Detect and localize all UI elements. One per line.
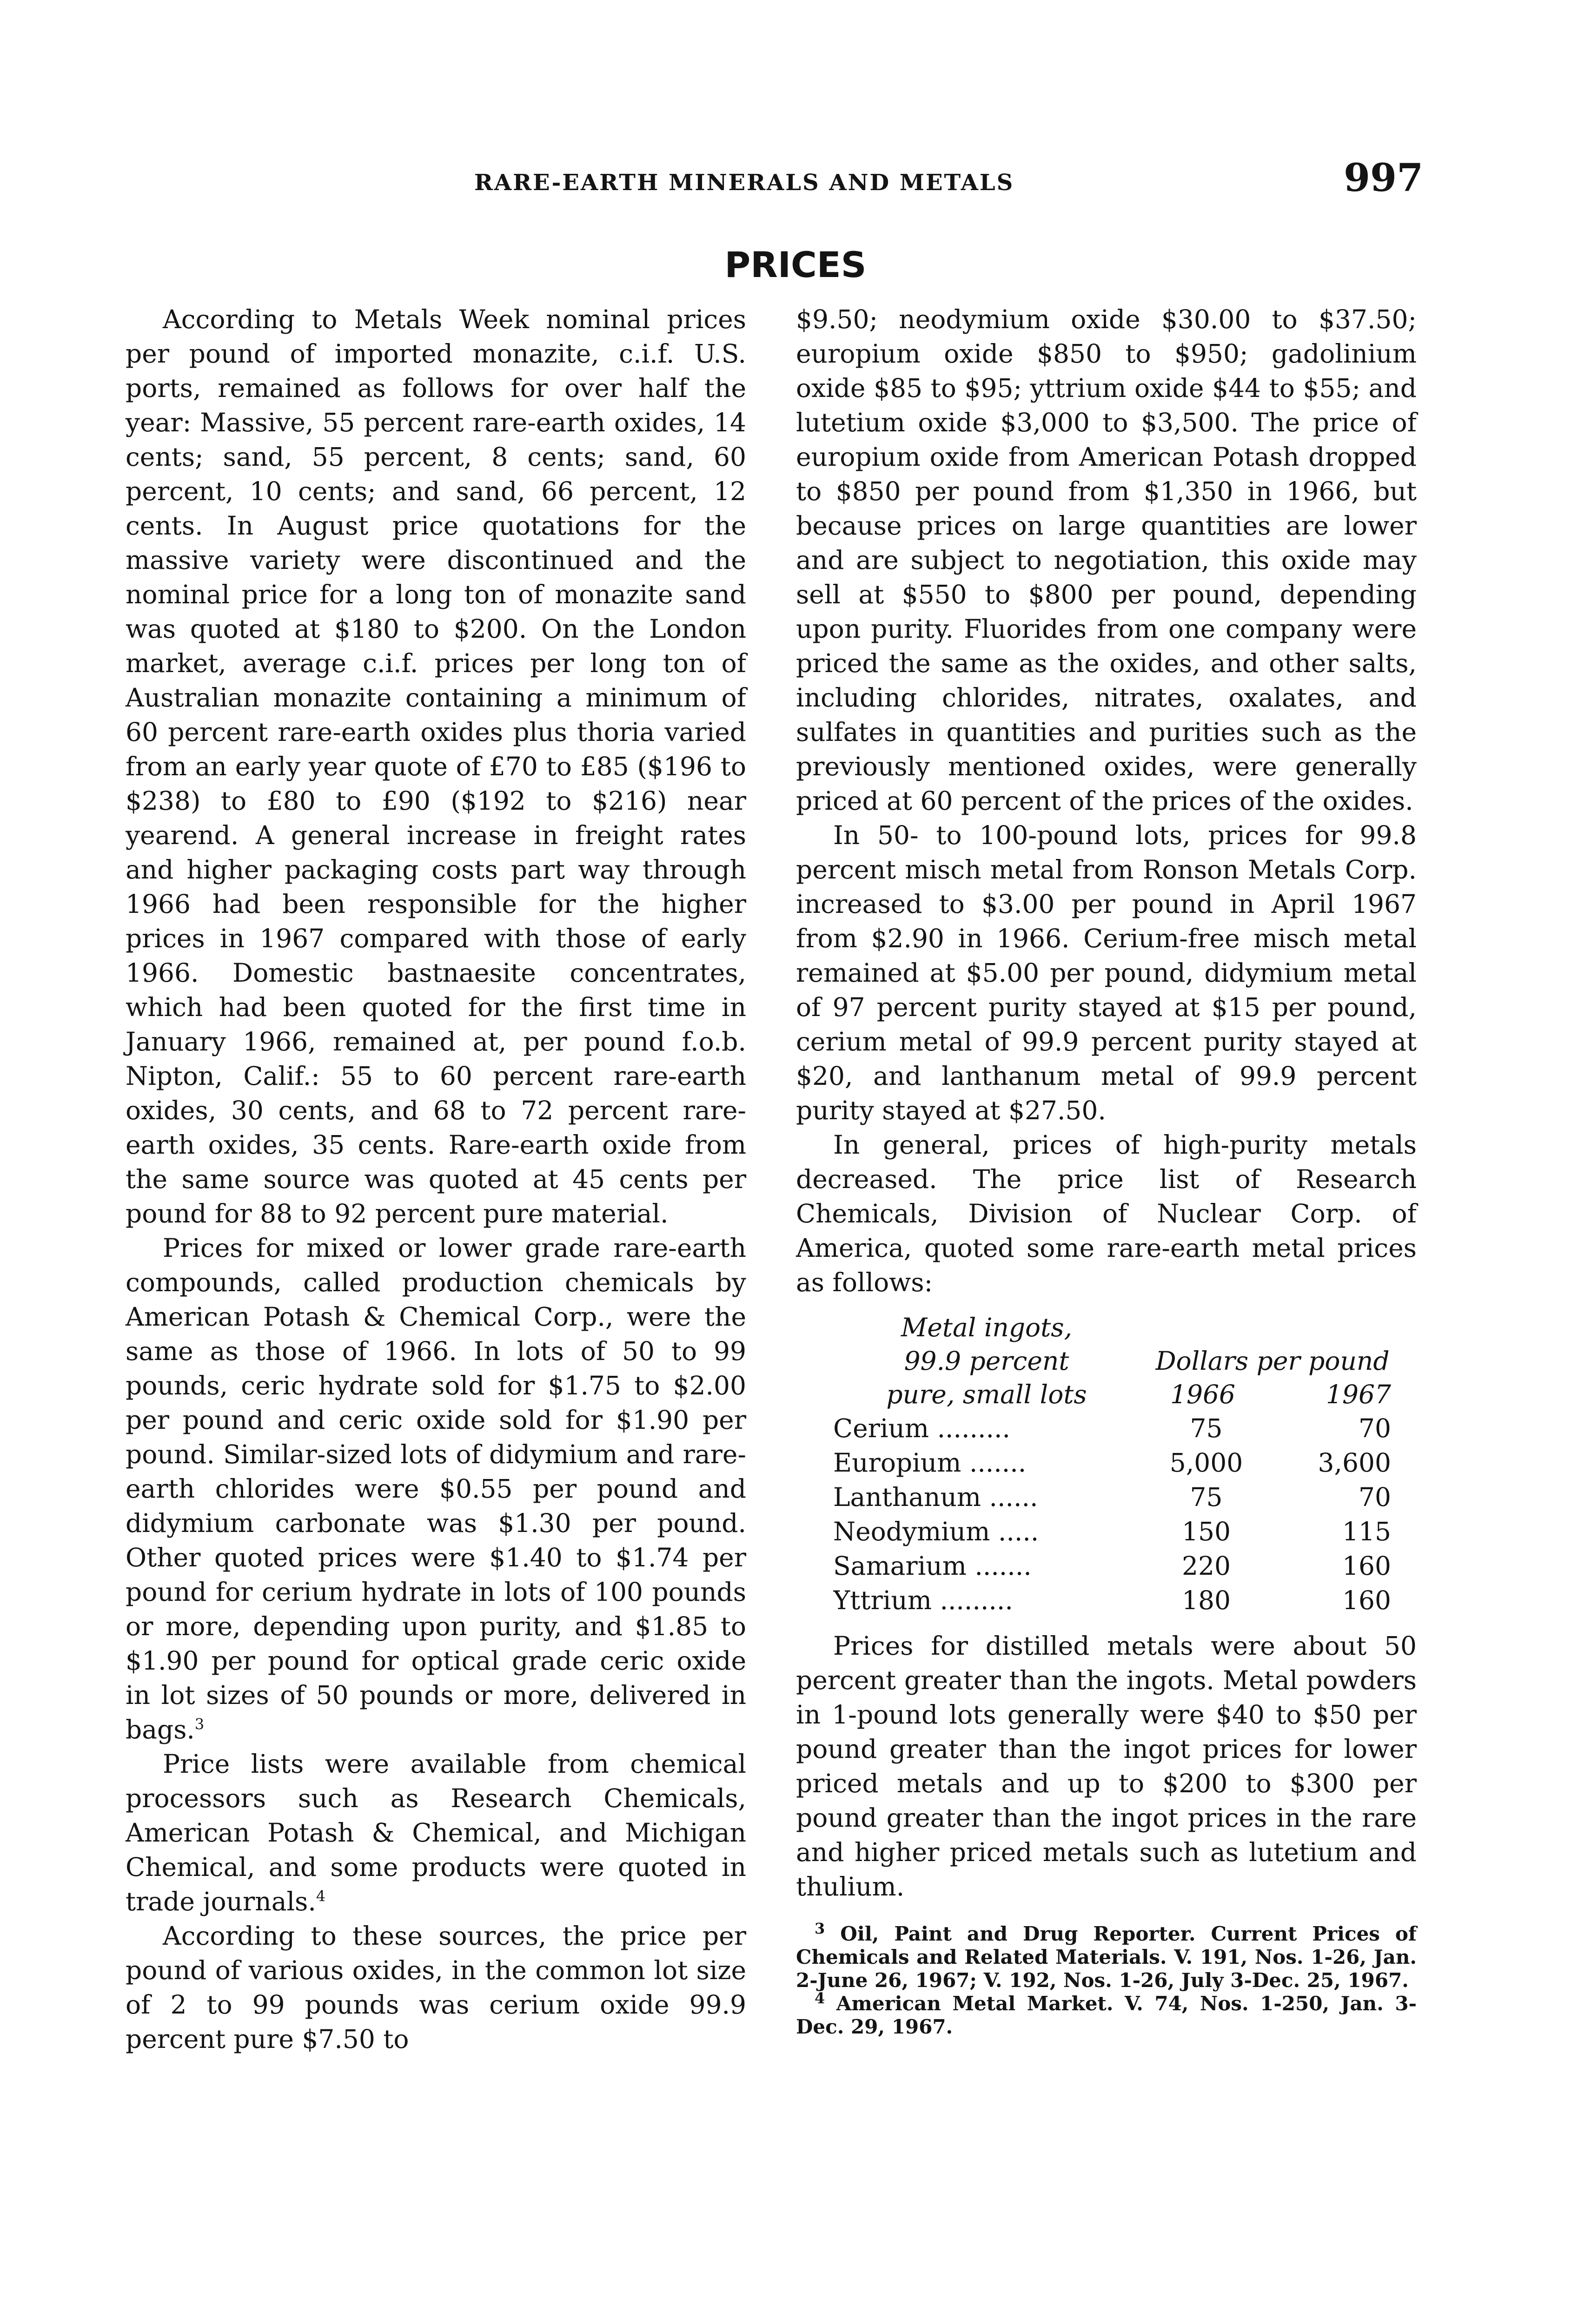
header-line: Metal ingots, — [901, 1313, 1072, 1342]
cell-price-1967: 115 — [1342, 1517, 1391, 1546]
page-number: 997 — [1344, 156, 1424, 200]
table-body — [833, 1411, 1405, 1618]
footnote-4 — [796, 1989, 1417, 2039]
paragraph-production-chemicals — [126, 1231, 746, 1747]
header-year-1967: 1967 — [1326, 1380, 1391, 1409]
left-column — [126, 302, 746, 2056]
cell-price-1966: 220 — [1182, 1551, 1231, 1581]
table-header-years — [1140, 1378, 1405, 1411]
table-header-values — [1140, 1344, 1405, 1411]
footnote-number: 4 — [815, 1989, 825, 2007]
dot-leader: ..... — [990, 1517, 1039, 1546]
header-line: pure, small lots — [886, 1380, 1087, 1409]
footnote-3 — [796, 1922, 1417, 1992]
cell-metal — [833, 1480, 1140, 1514]
table-row — [833, 1549, 1405, 1583]
cell-metal — [833, 1411, 1140, 1446]
paragraph-text: Prices for mixed or lower grade rare-earth compounds, called production chemicals by American Potash & Chemical Corp., were the same as those of 1966. In lots of 50 to 99 pounds, ceric hydrate sold for $1.75 to $2.00 per pound and ceric oxide sold for $1.90 per pound. Similar-sized lots of didymium and rare-earth chlorides were $0.55 per pound and didymium carbonate was $1.30 per pound. Other quoted prices were $1.40 to $1.74 per pound for cerium hydrate in lots of 100 pounds or more, depending upon purity, and $1.85 to $1.90 per pound for optical grade ceric oxide in lot sizes of 50 pounds or more, delivered in bags. — [126, 1233, 746, 1744]
table-header-unit: Dollars per pound — [1155, 1346, 1390, 1376]
cell-metal — [833, 1446, 1140, 1480]
metal-name: Yttrium — [833, 1585, 932, 1615]
running-head: RARE-EARTH MINERALS AND METALS — [474, 170, 1014, 196]
table-header-item — [833, 1311, 1140, 1411]
table-row — [833, 1411, 1405, 1446]
cell-metal — [833, 1514, 1140, 1549]
footnote-ref: 3 — [194, 1715, 205, 1733]
metal-name: Neodymium — [833, 1517, 990, 1546]
footnote-ref: 4 — [316, 1887, 326, 1905]
cell-price-1966: 75 — [1190, 1413, 1223, 1443]
table-row — [833, 1583, 1405, 1618]
cell-price-1966: 180 — [1182, 1585, 1231, 1615]
paragraph-monazite-prices: According to Metals Week nominal prices per pound of imported monazite, c.i.f. U.S. ports, remained as follows for over half the year: Massive, 55 percent rare-earth oxides, 14 cents; sand, 55 percent, 8 cents; sand, 60 percent, 10 cents; and sand, 66 percent, 12 cents. In August price quotations for the massive variety were discontinued and the nominal price for a long ton of monazite sand was quoted at $180 to $200. On the London market, average c.i.f. prices per long ton of Australian monazite containing a minimum of 60 percent rare-earth oxides plus thoria varied from an early year quote of £70 to £85 ($196 to $238) to £80 to £90 ($192 to $216) near yearend. A general increase in freight rates and higher packaging costs part way through 1966 had been responsible for the higher prices in 1967 compared with those of early 1966. Domestic bastnaesite concentrates, which had been quoted for the first time in January 1966, remained at, per pound f.o.b. Nipton, Calif.: 55 to 60 percent rare-earth oxides, 30 cents, and 68 to 72 percent rare-earth oxides, 35 cents. Rare-earth oxide from the same source was quoted at 45 cents per pound for 88 to 92 percent pure material. — [126, 304, 746, 1228]
paragraph-oxide-prices-continued: $9.50; neodymium oxide $30.00 to $37.50; europium oxide $850 to $950; gadolinium oxide $85 to $95; yttrium oxide $44 to $55; and lutetium oxide $3,000 to $3,500. The price of europium oxide from American Potash dropped to $850 per pound from $1,350 in 1966, but because prices on large quantities are lower and are subject to negotiation, this oxide may sell at $550 to $800 per pound, depending upon purity. Fluorides from one company were priced the same as the oxides, and other salts, including chlorides, nitrates, oxalates, and sulfates in quantities and purities such as the previously mentioned oxides, were generally priced at 60 percent of the prices of the oxides. — [796, 304, 1417, 816]
footnote-number: 3 — [815, 1920, 825, 1937]
cell-price-1966: 150 — [1182, 1517, 1231, 1546]
table-row — [833, 1514, 1405, 1549]
cell-price-1967: 70 — [1359, 1482, 1391, 1512]
dot-leader: ...... — [981, 1482, 1038, 1512]
dot-leader: ....... — [966, 1551, 1032, 1581]
cell-price-1967: 160 — [1342, 1551, 1391, 1581]
header-year-1966: 1966 — [1170, 1380, 1235, 1409]
paragraph-text: Price lists were available from chemical processors such as Research Chemicals, American Potash & Chemical, and Michigan Chemical, and some products were quoted in trade journals. — [126, 1749, 746, 1916]
paragraph-oxide-prices: According to these sources, the price per pound of various oxides, in the common lot size of 2 to 99 pounds was cerium oxide 99.9 percent pure $7.50 to — [126, 1921, 746, 2054]
cell-price-1966: 5,000 — [1169, 1448, 1243, 1478]
metal-name: Cerium — [833, 1413, 929, 1443]
paragraph-price-lists — [126, 1747, 746, 1919]
cell-price-1966: 75 — [1190, 1482, 1223, 1512]
metal-name: Europium — [833, 1448, 961, 1478]
footnote-text: American Metal Market. V. 74, Nos. 1-250, Jan. 3-Dec. 29, 1967. — [796, 1992, 1417, 2038]
cell-metal — [833, 1583, 1140, 1618]
paragraph-misch-metal: In 50- to 100-pound lots, prices for 99.8 percent misch metal from Ronson Metals Corp. increased to $3.00 per pound in April 1967 from $2.90 in 1966. Cerium-free misch metal remained at $5.00 per pound, didymium metal of 97 percent purity stayed at $15 per pound, cerium metal of 99.9 percent purity stayed at $20, and lanthanum metal of 99.9 percent purity stayed at $27.50. — [796, 820, 1417, 1125]
cell-metal — [833, 1549, 1140, 1583]
metal-name: Samarium — [833, 1551, 967, 1581]
header-line: 99.9 percent — [904, 1346, 1069, 1376]
cell-price-1967: 3,600 — [1318, 1448, 1391, 1478]
dot-leader: ....... — [961, 1448, 1027, 1478]
metal-name: Lanthanum — [833, 1482, 981, 1512]
metal-price-table — [833, 1311, 1405, 1618]
table-header — [833, 1311, 1405, 1411]
cell-price-1967: 70 — [1359, 1413, 1391, 1443]
paragraph-high-purity-metals: In general, prices of high-purity metals decreased. The price list of Research Chemicals, Division of Nuclear Corp. of America, quoted some rare-earth metal prices as follows: — [796, 1130, 1417, 1297]
footnote-text: Oil, Paint and Drug Reporter. Current Prices of Chemicals and Related Materials. V. 191, Nos. 1-26, Jan. 2-June 26, 1967; V. 192, Nos. 1-26, July 3-Dec. 25, 1967. — [796, 1922, 1417, 1992]
dot-leader: ......... — [931, 1585, 1013, 1615]
section-title: PRICES — [724, 244, 867, 285]
table-row — [833, 1480, 1405, 1514]
table-row — [833, 1446, 1405, 1480]
footnotes — [796, 1922, 1417, 2039]
right-column — [796, 302, 1417, 2039]
paragraph-distilled-metals: Prices for distilled metals were about 50 percent greater than the ingots. Metal powders in 1-pound lots generally were $40 to $50 per pound greater than the ingot prices for lower priced metals and up to $200 to $300 per pound greater than the ingot prices in the rare and higher priced metals such as lutetium and thulium. — [796, 1631, 1417, 1901]
cell-price-1967: 160 — [1342, 1585, 1391, 1615]
dot-leader: ......... — [929, 1413, 1010, 1443]
